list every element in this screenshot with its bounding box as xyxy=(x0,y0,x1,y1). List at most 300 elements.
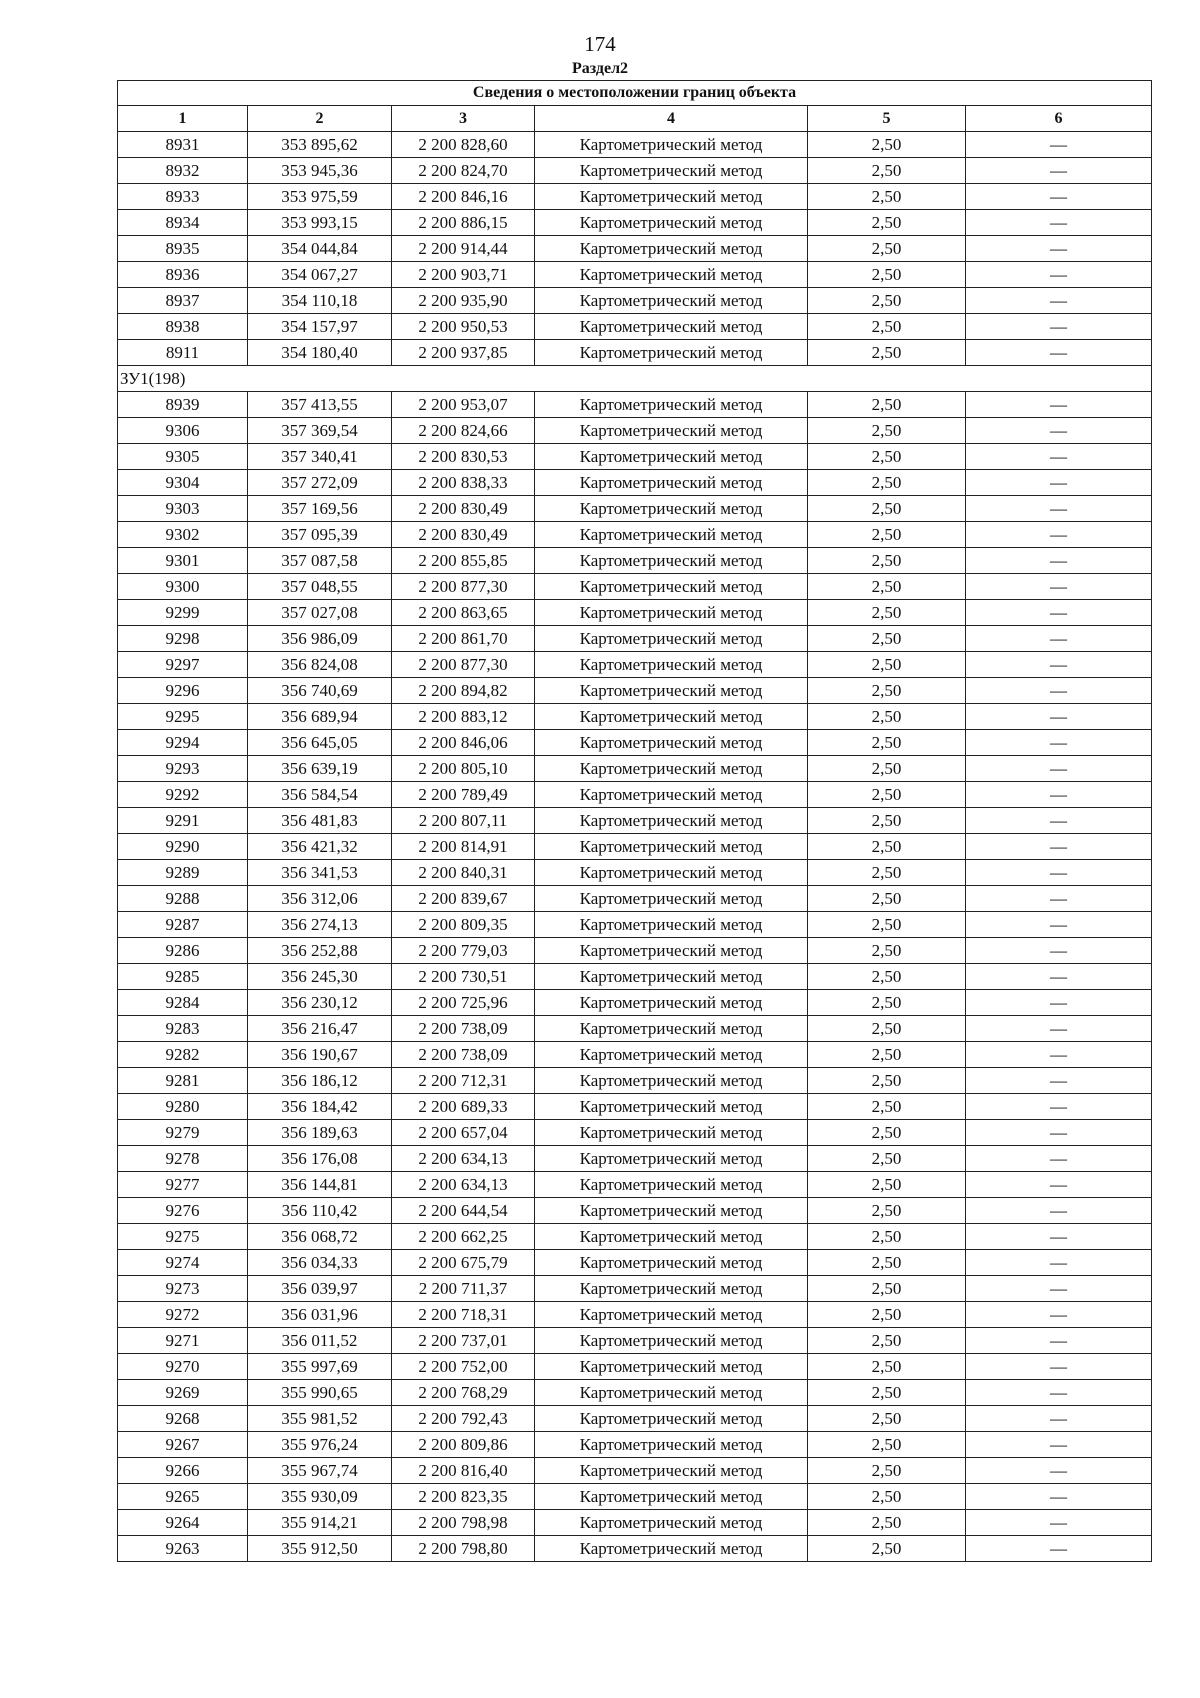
group-row xyxy=(118,366,1152,392)
coord-x-cell: 356 689,94 xyxy=(248,704,392,730)
coord-y-cell: 2 200 903,71 xyxy=(392,262,535,288)
method-cell: Картометрический метод xyxy=(535,262,808,288)
accuracy-cell: 2,50 xyxy=(808,886,966,912)
description-cell: — xyxy=(966,418,1152,444)
method-cell: Картометрический метод xyxy=(535,600,808,626)
coord-y-cell: 2 200 894,82 xyxy=(392,678,535,704)
column-header: 6 xyxy=(966,106,1152,132)
coord-y-cell: 2 200 657,04 xyxy=(392,1120,535,1146)
method-cell: Картометрический метод xyxy=(535,1432,808,1458)
table-body-part2 xyxy=(118,392,1152,1562)
point-number-cell: 9298 xyxy=(118,626,248,652)
accuracy-cell: 2,50 xyxy=(808,132,966,158)
coord-x-cell: 357 369,54 xyxy=(248,418,392,444)
method-cell: Картометрический метод xyxy=(535,184,808,210)
table-row xyxy=(118,1458,1152,1484)
coord-y-cell: 2 200 935,90 xyxy=(392,288,535,314)
description-cell: — xyxy=(966,964,1152,990)
table-row xyxy=(118,1016,1152,1042)
method-cell: Картометрический метод xyxy=(535,236,808,262)
description-cell: — xyxy=(966,496,1152,522)
coord-x-cell: 354 067,27 xyxy=(248,262,392,288)
point-number-cell: 9269 xyxy=(118,1380,248,1406)
table-row xyxy=(118,1328,1152,1354)
table-row xyxy=(118,990,1152,1016)
coord-x-cell: 357 169,56 xyxy=(248,496,392,522)
method-cell: Картометрический метод xyxy=(535,522,808,548)
table-row xyxy=(118,938,1152,964)
method-cell: Картометрический метод xyxy=(535,1094,808,1120)
coord-x-cell: 353 993,15 xyxy=(248,210,392,236)
point-number-cell: 9263 xyxy=(118,1536,248,1562)
coord-y-cell: 2 200 838,33 xyxy=(392,470,535,496)
accuracy-cell: 2,50 xyxy=(808,990,966,1016)
point-number-cell: 9267 xyxy=(118,1432,248,1458)
table-row xyxy=(118,600,1152,626)
description-cell: — xyxy=(966,1042,1152,1068)
point-number-cell: 8911 xyxy=(118,340,248,366)
description-cell: — xyxy=(966,314,1152,340)
method-cell: Картометрический метод xyxy=(535,1146,808,1172)
description-cell: — xyxy=(966,574,1152,600)
method-cell: Картометрический метод xyxy=(535,1510,808,1536)
point-number-cell: 9291 xyxy=(118,808,248,834)
accuracy-cell: 2,50 xyxy=(808,834,966,860)
coord-x-cell: 356 645,05 xyxy=(248,730,392,756)
coord-y-cell: 2 200 738,09 xyxy=(392,1016,535,1042)
coord-y-cell: 2 200 816,40 xyxy=(392,1458,535,1484)
method-cell: Картометрический метод xyxy=(535,1042,808,1068)
page-number: 174 xyxy=(584,32,616,56)
coord-x-cell: 356 245,30 xyxy=(248,964,392,990)
point-number-cell: 9273 xyxy=(118,1276,248,1302)
coord-x-cell: 356 252,88 xyxy=(248,938,392,964)
accuracy-cell: 2,50 xyxy=(808,444,966,470)
column-header: 1 xyxy=(118,106,248,132)
point-number-cell: 9302 xyxy=(118,522,248,548)
point-number-cell: 9280 xyxy=(118,1094,248,1120)
coord-x-cell: 356 421,32 xyxy=(248,834,392,860)
description-cell: — xyxy=(966,990,1152,1016)
table-row xyxy=(118,1432,1152,1458)
table-row xyxy=(118,1302,1152,1328)
table-row xyxy=(118,678,1152,704)
coord-x-cell: 356 639,19 xyxy=(248,756,392,782)
table-row xyxy=(118,860,1152,886)
group-label: ЗУ1(198) xyxy=(118,366,1152,392)
description-cell: — xyxy=(966,652,1152,678)
accuracy-cell: 2,50 xyxy=(808,1302,966,1328)
accuracy-cell: 2,50 xyxy=(808,548,966,574)
table-row xyxy=(118,288,1152,314)
coord-y-cell: 2 200 863,65 xyxy=(392,600,535,626)
accuracy-cell: 2,50 xyxy=(808,1484,966,1510)
point-number-cell: 9272 xyxy=(118,1302,248,1328)
description-cell: — xyxy=(966,938,1152,964)
accuracy-cell: 2,50 xyxy=(808,236,966,262)
accuracy-cell: 2,50 xyxy=(808,574,966,600)
table-row xyxy=(118,210,1152,236)
table-row xyxy=(118,756,1152,782)
method-cell: Картометрический метод xyxy=(535,678,808,704)
coord-x-cell: 356 039,97 xyxy=(248,1276,392,1302)
method-cell: Картометрический метод xyxy=(535,1120,808,1146)
table-caption-row xyxy=(118,81,1152,106)
accuracy-cell: 2,50 xyxy=(808,782,966,808)
table-row xyxy=(118,340,1152,366)
accuracy-cell: 2,50 xyxy=(808,184,966,210)
point-number-cell: 9290 xyxy=(118,834,248,860)
table-row xyxy=(118,782,1152,808)
description-cell: — xyxy=(966,1406,1152,1432)
coord-x-cell: 356 274,13 xyxy=(248,912,392,938)
point-number-cell: 9270 xyxy=(118,1354,248,1380)
method-cell: Картометрический метод xyxy=(535,1536,808,1562)
point-number-cell: 9295 xyxy=(118,704,248,730)
coord-x-cell: 357 087,58 xyxy=(248,548,392,574)
point-number-cell: 9275 xyxy=(118,1224,248,1250)
coord-y-cell: 2 200 824,66 xyxy=(392,418,535,444)
accuracy-cell: 2,50 xyxy=(808,1120,966,1146)
description-cell: — xyxy=(966,678,1152,704)
table-row xyxy=(118,912,1152,938)
coord-x-cell: 355 981,52 xyxy=(248,1406,392,1432)
point-number-cell: 9294 xyxy=(118,730,248,756)
coord-y-cell: 2 200 805,10 xyxy=(392,756,535,782)
table-row xyxy=(118,1354,1152,1380)
coord-x-cell: 355 912,50 xyxy=(248,1536,392,1562)
table-row xyxy=(118,132,1152,158)
table-row xyxy=(118,1536,1152,1562)
table-row xyxy=(118,418,1152,444)
point-number-cell: 9299 xyxy=(118,600,248,626)
method-cell: Картометрический метод xyxy=(535,1484,808,1510)
method-cell: Картометрический метод xyxy=(535,470,808,496)
table-row xyxy=(118,704,1152,730)
point-number-cell: 9305 xyxy=(118,444,248,470)
accuracy-cell: 2,50 xyxy=(808,600,966,626)
coord-y-cell: 2 200 824,70 xyxy=(392,158,535,184)
description-cell: — xyxy=(966,184,1152,210)
coord-y-cell: 2 200 675,79 xyxy=(392,1250,535,1276)
coord-x-cell: 356 186,12 xyxy=(248,1068,392,1094)
description-cell: — xyxy=(966,1354,1152,1380)
coord-x-cell: 353 975,59 xyxy=(248,184,392,210)
accuracy-cell: 2,50 xyxy=(808,470,966,496)
table-row xyxy=(118,626,1152,652)
coord-y-cell: 2 200 937,85 xyxy=(392,340,535,366)
coord-y-cell: 2 200 883,12 xyxy=(392,704,535,730)
description-cell: — xyxy=(966,1432,1152,1458)
point-number-cell: 9303 xyxy=(118,496,248,522)
method-cell: Картометрический метод xyxy=(535,756,808,782)
coord-x-cell: 356 068,72 xyxy=(248,1224,392,1250)
method-cell: Картометрический метод xyxy=(535,1380,808,1406)
table-row xyxy=(118,1276,1152,1302)
description-cell: — xyxy=(966,1250,1152,1276)
method-cell: Картометрический метод xyxy=(535,496,808,522)
table-row xyxy=(118,444,1152,470)
method-cell: Картометрический метод xyxy=(535,1354,808,1380)
table-row xyxy=(118,1042,1152,1068)
coord-y-cell: 2 200 798,98 xyxy=(392,1510,535,1536)
coord-y-cell: 2 200 877,30 xyxy=(392,574,535,600)
coord-y-cell: 2 200 689,33 xyxy=(392,1094,535,1120)
description-cell: — xyxy=(966,288,1152,314)
accuracy-cell: 2,50 xyxy=(808,704,966,730)
section-title: Раздел2 xyxy=(571,60,629,77)
description-cell: — xyxy=(966,444,1152,470)
accuracy-cell: 2,50 xyxy=(808,418,966,444)
coord-x-cell: 356 144,81 xyxy=(248,1172,392,1198)
accuracy-cell: 2,50 xyxy=(808,262,966,288)
method-cell: Картометрический метод xyxy=(535,444,808,470)
coord-y-cell: 2 200 950,53 xyxy=(392,314,535,340)
coord-y-cell: 2 200 809,86 xyxy=(392,1432,535,1458)
accuracy-cell: 2,50 xyxy=(808,1224,966,1250)
coord-x-cell: 355 976,24 xyxy=(248,1432,392,1458)
accuracy-cell: 2,50 xyxy=(808,652,966,678)
table-row xyxy=(118,522,1152,548)
description-cell: — xyxy=(966,886,1152,912)
coord-y-cell: 2 200 953,07 xyxy=(392,392,535,418)
accuracy-cell: 2,50 xyxy=(808,1328,966,1354)
coord-x-cell: 356 481,83 xyxy=(248,808,392,834)
table-row xyxy=(118,1120,1152,1146)
description-cell: — xyxy=(966,1458,1152,1484)
accuracy-cell: 2,50 xyxy=(808,158,966,184)
column-header: 5 xyxy=(808,106,966,132)
coord-y-cell: 2 200 886,15 xyxy=(392,210,535,236)
description-cell: — xyxy=(966,1172,1152,1198)
coord-x-cell: 356 034,33 xyxy=(248,1250,392,1276)
table-row xyxy=(118,964,1152,990)
description-cell: — xyxy=(966,158,1152,184)
point-number-cell: 8939 xyxy=(118,392,248,418)
coord-y-cell: 2 200 846,16 xyxy=(392,184,535,210)
table-row xyxy=(118,886,1152,912)
method-cell: Картометрический метод xyxy=(535,990,808,1016)
coord-y-cell: 2 200 830,53 xyxy=(392,444,535,470)
table-row xyxy=(118,1484,1152,1510)
method-cell: Картометрический метод xyxy=(535,1068,808,1094)
accuracy-cell: 2,50 xyxy=(808,912,966,938)
column-header: 2 xyxy=(248,106,392,132)
accuracy-cell: 2,50 xyxy=(808,496,966,522)
coord-y-cell: 2 200 814,91 xyxy=(392,834,535,860)
accuracy-cell: 2,50 xyxy=(808,392,966,418)
table-row xyxy=(118,1068,1152,1094)
table-row xyxy=(118,652,1152,678)
coord-y-cell: 2 200 823,35 xyxy=(392,1484,535,1510)
description-cell: — xyxy=(966,132,1152,158)
table-row xyxy=(118,1250,1152,1276)
table-row xyxy=(118,470,1152,496)
point-number-cell: 9266 xyxy=(118,1458,248,1484)
point-number-cell: 9271 xyxy=(118,1328,248,1354)
table-row xyxy=(118,548,1152,574)
coord-x-cell: 357 027,08 xyxy=(248,600,392,626)
table-row xyxy=(118,236,1152,262)
method-cell: Картометрический метод xyxy=(535,340,808,366)
method-cell: Картометрический метод xyxy=(535,314,808,340)
table-row xyxy=(118,1380,1152,1406)
column-header-row xyxy=(118,106,1152,132)
point-number-cell: 9265 xyxy=(118,1484,248,1510)
point-number-cell: 9292 xyxy=(118,782,248,808)
point-number-cell: 8934 xyxy=(118,210,248,236)
method-cell: Картометрический метод xyxy=(535,1224,808,1250)
coord-x-cell: 356 190,67 xyxy=(248,1042,392,1068)
description-cell: — xyxy=(966,1224,1152,1250)
coord-y-cell: 2 200 712,31 xyxy=(392,1068,535,1094)
point-number-cell: 9293 xyxy=(118,756,248,782)
point-number-cell: 9287 xyxy=(118,912,248,938)
point-number-cell: 8936 xyxy=(118,262,248,288)
method-cell: Картометрический метод xyxy=(535,938,808,964)
method-cell: Картометрический метод xyxy=(535,1016,808,1042)
description-cell: — xyxy=(966,1302,1152,1328)
coord-y-cell: 2 200 830,49 xyxy=(392,522,535,548)
table-caption: Сведения о местоположении границ объекта xyxy=(118,81,1152,106)
description-cell: — xyxy=(966,782,1152,808)
coord-y-cell: 2 200 809,35 xyxy=(392,912,535,938)
description-cell: — xyxy=(966,704,1152,730)
accuracy-cell: 2,50 xyxy=(808,730,966,756)
coord-x-cell: 356 011,52 xyxy=(248,1328,392,1354)
point-number-cell: 9281 xyxy=(118,1068,248,1094)
method-cell: Картометрический метод xyxy=(535,652,808,678)
coord-x-cell: 357 272,09 xyxy=(248,470,392,496)
description-cell: — xyxy=(966,1016,1152,1042)
accuracy-cell: 2,50 xyxy=(808,860,966,886)
point-number-cell: 8937 xyxy=(118,288,248,314)
coord-x-cell: 357 095,39 xyxy=(248,522,392,548)
method-cell: Картометрический метод xyxy=(535,1276,808,1302)
method-cell: Картометрический метод xyxy=(535,886,808,912)
coord-y-cell: 2 200 855,85 xyxy=(392,548,535,574)
point-number-cell: 9289 xyxy=(118,860,248,886)
point-number-cell: 9276 xyxy=(118,1198,248,1224)
description-cell: — xyxy=(966,262,1152,288)
coord-x-cell: 354 157,97 xyxy=(248,314,392,340)
description-cell: — xyxy=(966,1536,1152,1562)
method-cell: Картометрический метод xyxy=(535,210,808,236)
coord-y-cell: 2 200 738,09 xyxy=(392,1042,535,1068)
coord-y-cell: 2 200 634,13 xyxy=(392,1146,535,1172)
method-cell: Картометрический метод xyxy=(535,1302,808,1328)
method-cell: Картометрический метод xyxy=(535,782,808,808)
coord-y-cell: 2 200 830,49 xyxy=(392,496,535,522)
table-row xyxy=(118,262,1152,288)
accuracy-cell: 2,50 xyxy=(808,1042,966,1068)
table-row xyxy=(118,1146,1152,1172)
point-number-cell: 8938 xyxy=(118,314,248,340)
accuracy-cell: 2,50 xyxy=(808,1354,966,1380)
accuracy-cell: 2,50 xyxy=(808,964,966,990)
coord-y-cell: 2 200 752,00 xyxy=(392,1354,535,1380)
description-cell: — xyxy=(966,392,1152,418)
accuracy-cell: 2,50 xyxy=(808,340,966,366)
point-number-cell: 8935 xyxy=(118,236,248,262)
description-cell: — xyxy=(966,236,1152,262)
coord-x-cell: 355 914,21 xyxy=(248,1510,392,1536)
point-number-cell: 8933 xyxy=(118,184,248,210)
method-cell: Картометрический метод xyxy=(535,1406,808,1432)
coord-x-cell: 355 930,09 xyxy=(248,1484,392,1510)
accuracy-cell: 2,50 xyxy=(808,522,966,548)
accuracy-cell: 2,50 xyxy=(808,1250,966,1276)
description-cell: — xyxy=(966,1484,1152,1510)
table-row xyxy=(118,1406,1152,1432)
method-cell: Картометрический метод xyxy=(535,912,808,938)
coord-x-cell: 356 584,54 xyxy=(248,782,392,808)
description-cell: — xyxy=(966,1146,1152,1172)
coord-x-cell: 356 230,12 xyxy=(248,990,392,1016)
table-row xyxy=(118,1172,1152,1198)
accuracy-cell: 2,50 xyxy=(808,1172,966,1198)
method-cell: Картометрический метод xyxy=(535,1250,808,1276)
description-cell: — xyxy=(966,860,1152,886)
table-row xyxy=(118,1224,1152,1250)
coord-y-cell: 2 200 634,13 xyxy=(392,1172,535,1198)
point-number-cell: 9283 xyxy=(118,1016,248,1042)
method-cell: Картометрический метод xyxy=(535,574,808,600)
coord-y-cell: 2 200 846,06 xyxy=(392,730,535,756)
coord-y-cell: 2 200 779,03 xyxy=(392,938,535,964)
method-cell: Картометрический метод xyxy=(535,1458,808,1484)
point-number-cell: 9284 xyxy=(118,990,248,1016)
coord-x-cell: 356 312,06 xyxy=(248,886,392,912)
coord-x-cell: 353 895,62 xyxy=(248,132,392,158)
table-row xyxy=(118,314,1152,340)
point-number-cell: 9304 xyxy=(118,470,248,496)
coord-x-cell: 356 216,47 xyxy=(248,1016,392,1042)
accuracy-cell: 2,50 xyxy=(808,626,966,652)
coord-x-cell: 353 945,36 xyxy=(248,158,392,184)
description-cell: — xyxy=(966,522,1152,548)
coord-x-cell: 356 031,96 xyxy=(248,1302,392,1328)
point-number-cell: 8931 xyxy=(118,132,248,158)
description-cell: — xyxy=(966,1068,1152,1094)
method-cell: Картометрический метод xyxy=(535,704,808,730)
accuracy-cell: 2,50 xyxy=(808,288,966,314)
method-cell: Картометрический метод xyxy=(535,548,808,574)
description-cell: — xyxy=(966,834,1152,860)
table-row xyxy=(118,392,1152,418)
accuracy-cell: 2,50 xyxy=(808,1068,966,1094)
accuracy-cell: 2,50 xyxy=(808,210,966,236)
method-cell: Картометрический метод xyxy=(535,626,808,652)
coord-x-cell: 357 340,41 xyxy=(248,444,392,470)
accuracy-cell: 2,50 xyxy=(808,314,966,340)
description-cell: — xyxy=(966,1510,1152,1536)
coord-y-cell: 2 200 877,30 xyxy=(392,652,535,678)
coord-y-cell: 2 200 768,29 xyxy=(392,1380,535,1406)
table-row xyxy=(118,184,1152,210)
accuracy-cell: 2,50 xyxy=(808,1406,966,1432)
method-cell: Картометрический метод xyxy=(535,860,808,886)
description-cell: — xyxy=(966,626,1152,652)
method-cell: Картометрический метод xyxy=(535,392,808,418)
accuracy-cell: 2,50 xyxy=(808,1276,966,1302)
accuracy-cell: 2,50 xyxy=(808,756,966,782)
table-row xyxy=(118,574,1152,600)
coord-x-cell: 357 048,55 xyxy=(248,574,392,600)
coord-y-cell: 2 200 792,43 xyxy=(392,1406,535,1432)
point-number-cell: 9286 xyxy=(118,938,248,964)
table-row xyxy=(118,1094,1152,1120)
